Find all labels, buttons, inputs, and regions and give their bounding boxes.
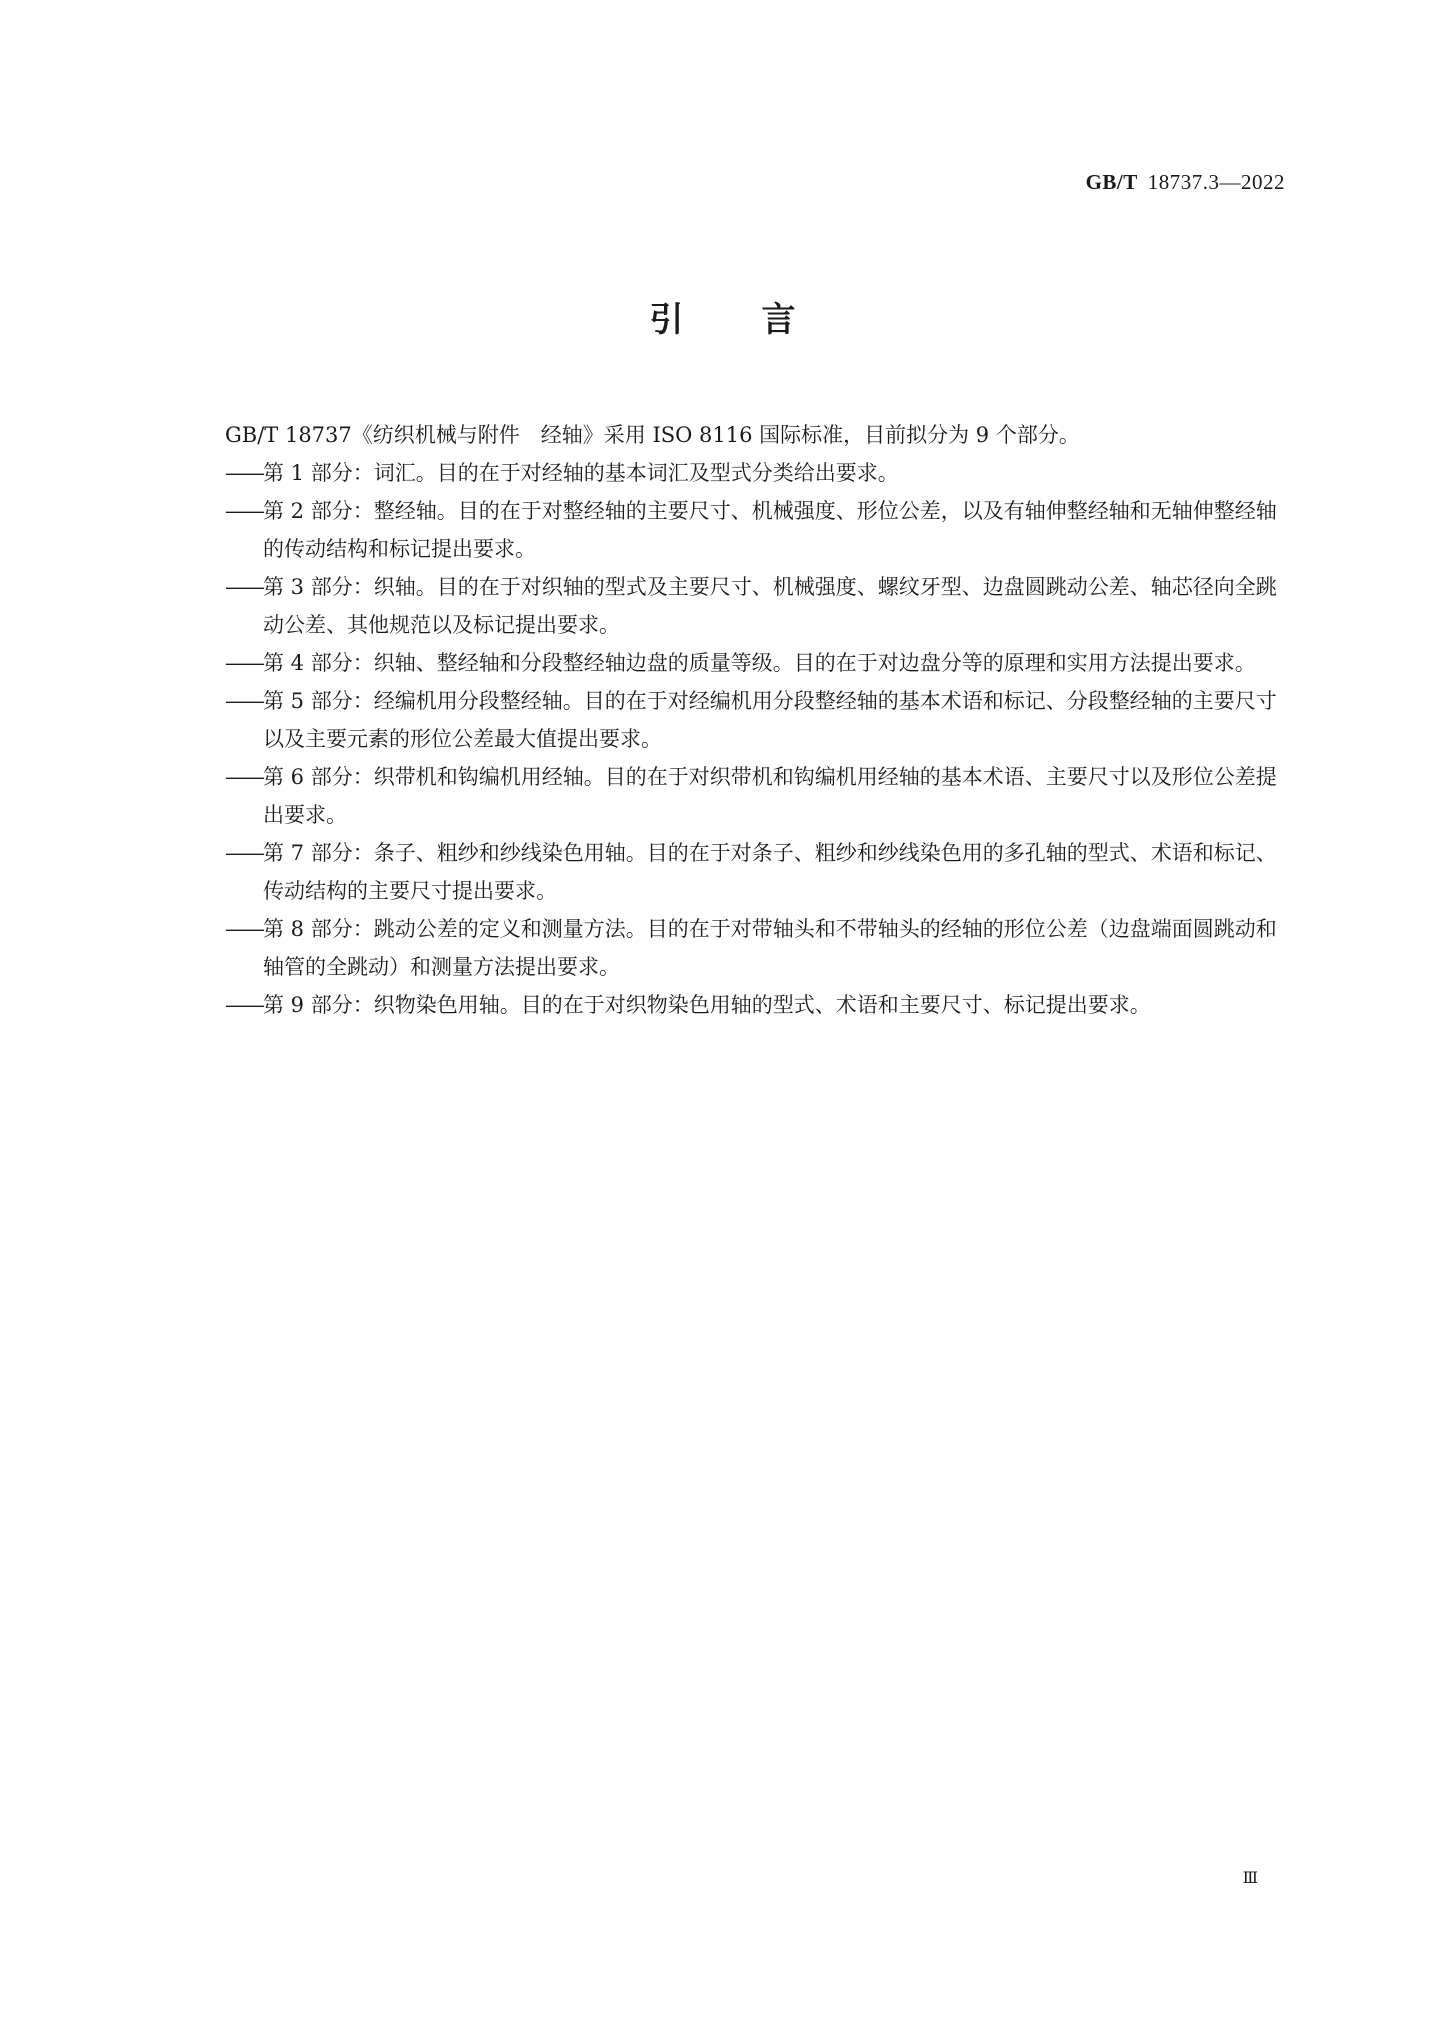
em-dash: —— [225,765,263,789]
part-text: 第 4 部分：织轴、整经轴和分段整经轴边盘的质量等级。目的在于对边盘分等的原理和实用方法提出要求。 [263,651,1256,675]
em-dash: —— [225,499,263,523]
em-dash: —— [225,651,263,675]
em-dash: —— [225,689,263,713]
list-item [225,834,1285,910]
standard-prefix: GB/T [1085,170,1138,194]
part-text: 第 2 部分：整经轴。目的在于对整经轴的主要尺寸、机械强度、形位公差，以及有轴伸整经轴和无轴伸整经轴的传动结构和标记提出要求。 [263,499,1277,561]
part-text: 第 7 部分：条子、粗纱和纱线染色用轴。目的在于对条子、粗纱和纱线染色用的多孔轴的型式、术语和标记、传动结构的主要尺寸提出要求。 [263,841,1277,903]
part-text: 第 6 部分：织带机和钩编机用经轴。目的在于对织带机和钩编机用经轴的基本术语、主要尺寸以及形位公差提出要求。 [263,765,1277,827]
part-text: 第 9 部分：织物染色用轴。目的在于对织物染色用轴的型式、术语和主要尺寸、标记提出要求。 [263,993,1151,1017]
part-text: 第 5 部分：经编机用分段整经轴。目的在于对经编机用分段整经轴的基本术语和标记、分段整经轴的主要尺寸以及主要元素的形位公差最大值提出要求。 [263,689,1277,751]
document-body [225,416,1285,1024]
document-header [1086,170,1285,195]
page-number: Ⅲ [1242,1868,1258,1887]
em-dash: —— [225,461,263,485]
part-text: 第 8 部分：跳动公差的定义和测量方法。目的在于对带轴头和不带轴头的经轴的形位公差（边盘端面圆跳动和轴管的全跳动）和测量方法提出要求。 [263,917,1277,979]
standard-number: 18737.3—2022 [1147,170,1285,194]
list-item [225,644,1285,682]
list-item [225,758,1285,834]
part-text: 第 1 部分：词汇。目的在于对经轴的基本词汇及型式分类给出要求。 [263,461,899,485]
em-dash: —— [225,993,263,1017]
em-dash: —— [225,841,263,865]
em-dash: —— [225,917,263,941]
list-item [225,492,1285,568]
part-text: 第 3 部分：织轴。目的在于对织轴的型式及主要尺寸、机械强度、螺纹牙型、边盘圆跳动公差、轴芯径向全跳动公差、其他规范以及标记提出要求。 [263,575,1277,637]
list-item [225,454,1285,492]
list-item [225,568,1285,644]
list-item [225,910,1285,986]
intro-paragraph: GB/T 18737《纺织机械与附件 经轴》采用 ISO 8116 国际标准，目前拟分为 9 个部分。 [225,423,1080,447]
em-dash: —— [225,575,263,599]
list-item [225,682,1285,758]
list-item [225,986,1285,1024]
page-title: 引言 [649,300,874,340]
